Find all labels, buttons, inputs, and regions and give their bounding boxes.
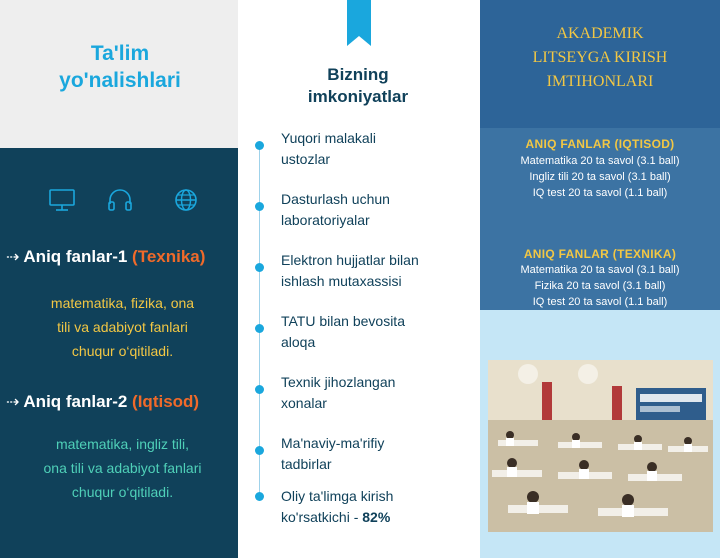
section1-line: Ingliz tili 20 ta savol (3.1 ball) (529, 171, 671, 183)
feature-item (240, 250, 476, 296)
feature-item (240, 128, 476, 174)
feature-line: laboratoriyalar (281, 212, 370, 228)
middle-column (240, 0, 476, 558)
course1-heading (6, 247, 205, 267)
course1-description (20, 291, 225, 363)
left-title-line2: yo'nalishlari (59, 69, 181, 92)
bookmark-icon (347, 0, 371, 46)
feature-text (281, 311, 471, 353)
left-title-line1: Ta'lim (90, 42, 150, 65)
feature-line: tadbirlar (281, 456, 332, 472)
left-header (0, 0, 240, 148)
section2-line: Fizika 20 ta savol (3.1 ball) (534, 280, 666, 292)
exam-title-line: IMTIHONLARI (546, 73, 654, 90)
feature-text (281, 372, 471, 414)
timeline-dot (255, 446, 264, 455)
timeline-dot (255, 263, 264, 272)
feature-item (240, 433, 476, 479)
course2-heading (6, 392, 199, 412)
arrow-right-icon: ⇢ (6, 249, 20, 266)
course1-desc-line: chuqur o‘qitiladi. (71, 343, 174, 359)
course2-description (20, 432, 225, 504)
feature-line: ishlash mutaxassisi (281, 273, 402, 289)
feature-line: Elektron hujjatlar bilan (281, 252, 419, 268)
left-panel (0, 148, 240, 558)
section2-line: Matematika 20 ta savol (3.1 ball) (520, 264, 680, 276)
exam-title (480, 22, 720, 94)
feature-text (281, 486, 471, 528)
feature-line: Texnik jihozlangan (281, 374, 396, 390)
timeline-dot (255, 385, 264, 394)
section2-heading: ANIQ FANLAR (TEXNIKA) (523, 247, 677, 261)
feature-item (240, 311, 476, 357)
right-header (480, 0, 720, 128)
feature-line: xonalar (281, 395, 327, 411)
course2-tag: (Iqtisod) (132, 392, 200, 411)
exam-title-line: LITSEYGA KIRISH (532, 49, 668, 66)
left-title (0, 40, 240, 94)
middle-title (240, 64, 476, 108)
feature-line: aloqa (281, 334, 316, 350)
timeline-dot (255, 202, 264, 211)
feature-line: Ma'naviy-ma'rifiy (281, 435, 385, 451)
feature-text (281, 250, 471, 292)
feature-line-part: ko'rsatkichi - (281, 509, 359, 525)
icons-row (48, 186, 198, 214)
section1-heading: ANIQ FANLAR (IQTISOD) (525, 137, 675, 151)
arrow-right-icon: ⇢ (6, 394, 20, 411)
right-column (480, 0, 720, 558)
course2-desc-line: ona tili va adabiyot fanlari (43, 460, 202, 476)
course1-desc-line: matematika, fizika, ona (50, 295, 195, 311)
course2-desc-line: chuqur o‘qitiladi. (71, 484, 174, 500)
feature-text (281, 128, 471, 170)
admission-rate: 82% (362, 509, 391, 525)
section2-line: IQ test 20 ta savol (1.1 ball) (532, 296, 668, 308)
feature-text (281, 189, 471, 231)
middle-title-line1: Bizning (327, 65, 389, 84)
photo-area (480, 310, 720, 558)
feature-line: ustozlar (281, 151, 331, 167)
left-column (0, 0, 240, 558)
course2-desc-line: matematika, ingliz tili, (55, 436, 190, 452)
feature-line: Dasturlash uchun (281, 191, 390, 207)
timeline-dot (255, 141, 264, 150)
section1-line: Matematika 20 ta savol (3.1 ball) (520, 155, 680, 167)
monitor-icon (48, 186, 76, 214)
middle-title-line2: imkoniyatlar (307, 87, 409, 106)
timeline-dot (255, 324, 264, 333)
feature-line: Oliy ta'limga kirish (281, 488, 394, 504)
course1-name: Aniq fanlar-1 (23, 247, 128, 266)
feature-item (240, 189, 476, 235)
headphones-icon (106, 186, 134, 214)
feature-line (281, 507, 471, 528)
course1-desc-line: tili va adabiyot fanlari (57, 319, 188, 335)
feature-item (240, 486, 476, 532)
feature-text (281, 433, 471, 475)
section1-line: IQ test 20 ta savol (1.1 ball) (532, 187, 668, 199)
feature-item (240, 372, 476, 418)
feature-line: TATU bilan bevosita (281, 313, 405, 329)
course2-name: Aniq fanlar-2 (23, 392, 128, 411)
exam-hall-photo (488, 360, 713, 532)
feature-line: Yuqori malakali (281, 130, 376, 146)
timeline-dot (255, 492, 264, 501)
course1-tag: (Texnika) (132, 247, 206, 266)
exam-title-line: AKADEMIK (556, 25, 644, 42)
globe-icon (172, 186, 200, 214)
